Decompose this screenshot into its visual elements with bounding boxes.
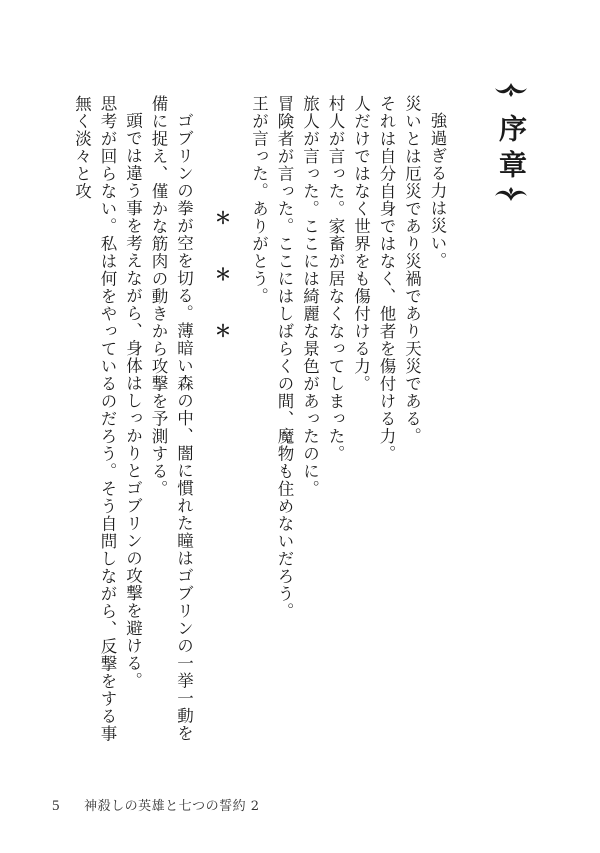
text-line: それは自分自身ではなく、他者を傷付ける力。 xyxy=(377,95,396,463)
text-line: 強過ぎる力は災い。 xyxy=(428,111,447,269)
text-line: 人だけではなく世界をも傷付ける力。 xyxy=(351,95,371,393)
ornament-top-icon xyxy=(493,82,529,98)
paragraph: ゴブリンの拳が空を切る。薄暗い森の中、闇に慣れた瞳はゴブリンの一挙一動を備に捉え、僅かな筋肉の動きから攻撃を予測する。 xyxy=(149,95,194,742)
paragraph: 頭では違う事を考えながら、身体はしっかりとゴブリンの攻撃を避ける。 xyxy=(123,111,143,689)
text-line: 旅人が言った。ここには綺麗な景色があったのに。 xyxy=(300,95,320,498)
page-number: 5 xyxy=(52,798,60,814)
text-line: 冒険者が言った。ここにはしばらくの間、魔物も住めないだろう。 xyxy=(275,95,294,620)
ornament-bottom-icon xyxy=(493,186,529,202)
text-line: 災いとは厄災であり災禍であり天災である。 xyxy=(402,95,422,445)
blank-line xyxy=(197,95,209,755)
blank-line xyxy=(234,95,246,755)
running-title: 神殺しの英雄と七つの誓約 2 xyxy=(84,799,260,814)
body-text xyxy=(69,95,450,755)
page-footer xyxy=(52,795,260,815)
chapter-heading xyxy=(486,82,536,207)
paragraph: 思考が回らない。私は何をやっているのだろう。そう自問しながら、反撃をする事無く淡々と攻 xyxy=(72,95,117,743)
text-line: 王が言った。ありがとう。 xyxy=(249,95,269,305)
chapter-title: 序章 xyxy=(495,114,528,186)
scene-separator: ＊＊＊ xyxy=(212,209,231,379)
text-line: 村人が言った。家畜が居なくなってしまった。 xyxy=(326,95,345,463)
